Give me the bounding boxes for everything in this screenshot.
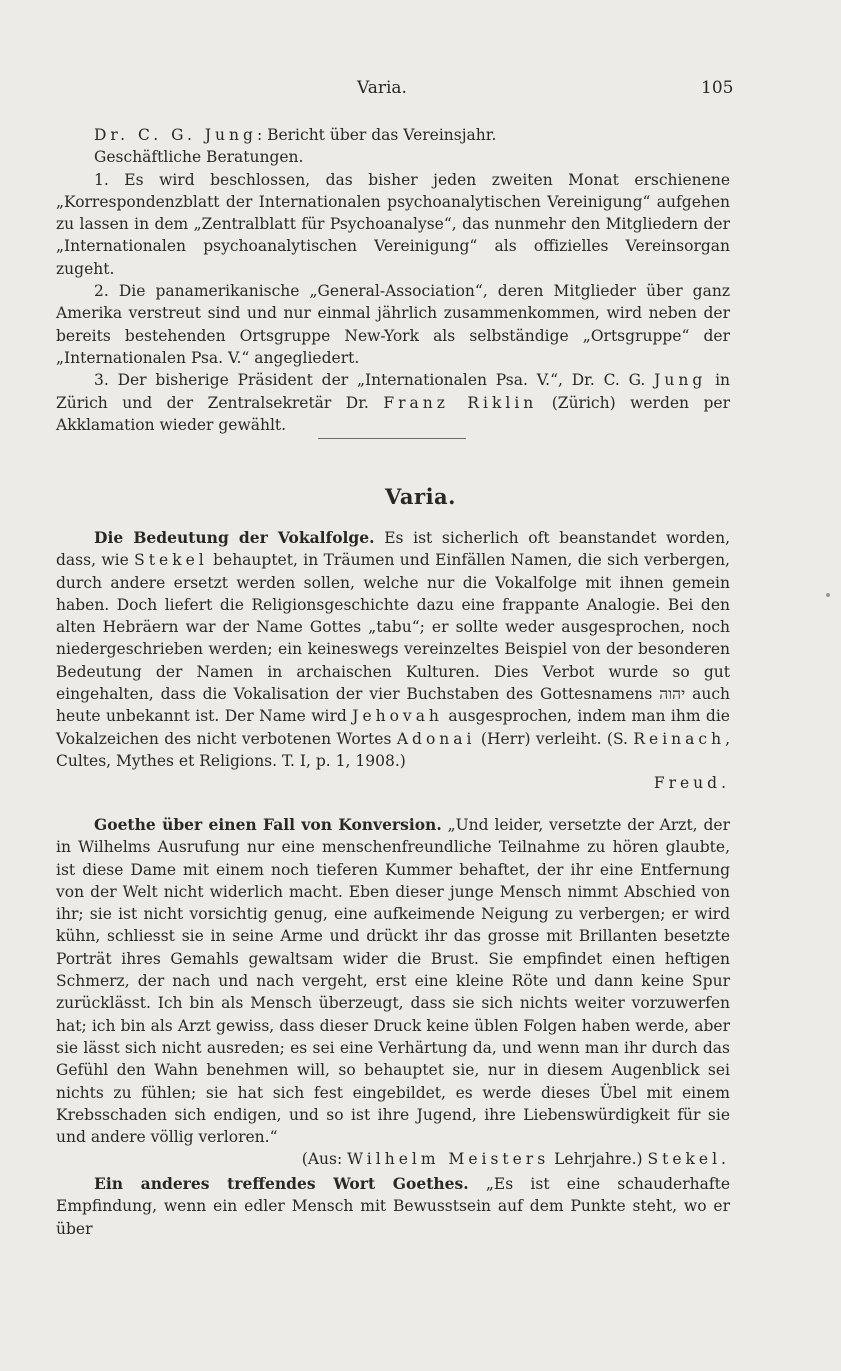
vokalfolge-text-1: Es ist sicherlich oft beanstandet worden, dass, wie [56,529,730,570]
vokalfolge-text-4: ausgesprochen, indem man ihm die Vokalzeichen des nicht verbotenen Wortes [56,707,730,748]
report-item-2: 2. Die panamerikanische „General-Association“, deren Mitglieder über ganz Amerika verstreut sind und nur einmal jährlich zusammenkommen, wird neben der bereits bestehenden Ortsgruppe New-York als selbständige „Ortsgruppe“ der „Internationalen Psa. V.“ angegliedert. [56,282,730,367]
item3-text-a: 3. Der bisherige Präsident der „Internationalen Psa. V.“, Dr. C. G. [94,371,646,390]
item3-name-riklin: Franz Riklin [383,393,538,412]
name-jehovah: Jehovah [352,707,443,726]
article-vokalfolge [56,527,730,795]
page-number: 105 [701,78,734,98]
name-adonai: Adonai [396,729,476,748]
article-goethe-body [56,814,730,1148]
article-goethe-konversion [56,814,730,1171]
article-vokalfolge-body [56,527,730,772]
name-stekel: Stekel [134,551,208,570]
association-report [56,124,730,436]
article-vokalfolge-title: Die Bedeutung der Vokalfolge. [94,528,375,547]
report-heading-title: : Bericht über das Vereinsjahr. [256,126,497,144]
report-item-1: 1. Es wird beschlossen, das bisher jeden zweiten Monat erschienene „Korrespondenzblatt der Internationalen psychoanalytischen Vereinigung“ aufgehen zu lassen in dem „Zentralblatt für Psychoanalyse“, das nunmehr den Mitgliedern der „Internationalen psychoanalytischen Vereinigung“ als offizielles Vereinsorgan zugeht. [56,170,730,278]
source-open: (Aus: [301,1150,343,1169]
report-item-3 [56,369,730,436]
goethe-quote: „Und leider, versetzte der Arzt, der in Wilhelms Ausrufung nur eine menschenfreundliche Teilnahme zu hören glaubte, ist diese Dame mit einem noch tieferen Kummer behaftet, der ihr eine Entfernung von der Welt nicht widerlich macht. Eben dieser junge Mensch nimmt Abschied von ihr; sie ist nicht vorsichtig genug, eine aufkeimende Neigung zu verbergen; er wird kühn, schliesst sie in seine Arme und drückt ihr das grosse mit Brillanten besetzte Porträt ihres Gemahls gewaltsam wider die Brust. Sie empfindet einen heftigen Schmerz, der nach und nach vergeht, erst eine kleine Röte und dann keine Spur zurücklässt. Ich bin als Mensch überzeugt, dass sie sich nichts weiter vorzuwerfen hat; ich bin als Arzt gewiss, dass dieser Druck keine üblen Folgen haben werde, aber sie lässt sich nicht ausreden; es sei eine Verhärtung da, und wenn man ihr durch das Gefühl den Wahn benehmen will, so behauptet sie, nur in diesem Augenblick sei nichts zu fühlen; sie hat sich fest eingebildet, es werde dieses Übel mit einem Krebsschaden sich endigen, und so ist ihre Jugend, ihre Liebenswürdigkeit für sie und andere völlig verloren.“ [56,816,730,1147]
report-heading [56,124,730,146]
item3-name-jung: Jung [654,371,707,390]
vokalfolge-text-5: (Herr) verleiht. (S. [480,729,628,748]
source-title: Wilhelm Meisters [347,1150,550,1169]
signature-stekel: Stekel. [647,1150,730,1169]
article-goethe-title: Goethe über einen Fall von Konversion. [94,815,442,834]
item3-text-b: in Zürich und der Zentralsekretär Dr. [56,371,731,412]
hebrew-tetragrammaton: יהוה [659,685,686,704]
signature-freud: Freud. [653,774,730,793]
source-close: Lehrjahre.) [554,1150,643,1169]
section-divider [318,438,466,439]
running-head [0,78,841,102]
article-wort-body [56,1173,730,1240]
margin-speck [826,593,830,597]
article-goethe-wort [56,1173,730,1240]
vokalfolge-text-3: auch heute unbekannt ist. Der Name wird [56,685,730,726]
report-author: Dr. C. G. Jung [94,126,257,144]
wort-quote: „Es ist eine schauderhafte Empfindung, wenn ein edler Mensch mit Bewusstsein auf dem Punkte steht, wo er über [56,1175,731,1238]
article-wort-title: Ein anderes treffendes Wort Goethes. [94,1174,469,1193]
vokalfolge-text-6: , Cultes, Mythes et Religions. T. I, p. 1, 1908.) [56,729,731,770]
name-reinach: Reinach [633,729,726,748]
vokalfolge-text-2: behauptet, in Träumen und Einfällen Namen, die sich verbergen, durch andere ersetzt werden sollen, welche nur die Vokalfolge mit ihnen gemein haben. Doch liefert die Religionsgeschichte dazu eine frappante Analogie. Bei den alten Hebräern war der Name Gottes „tabu“; er sollte weder ausgesprochen, noch niedergeschrieben werden; ein keineswegs vereinzeltes Beispiel von der besonderen Bedeutung der Namen in archaischen Kulturen. Dies Verbot wurde so gut eingehalten, dass die Vokalisation der vier Buchstaben des Gottesnamens [56,551,730,704]
goethe-source-line [56,1148,730,1170]
report-subheading: Geschäftliche Beratungen. [94,148,304,167]
section-heading: Varia. [385,484,456,509]
item3-text-c: (Zürich) werden per Akklamation wieder gewählt. [56,393,730,434]
running-head-title: Varia. [357,78,407,98]
